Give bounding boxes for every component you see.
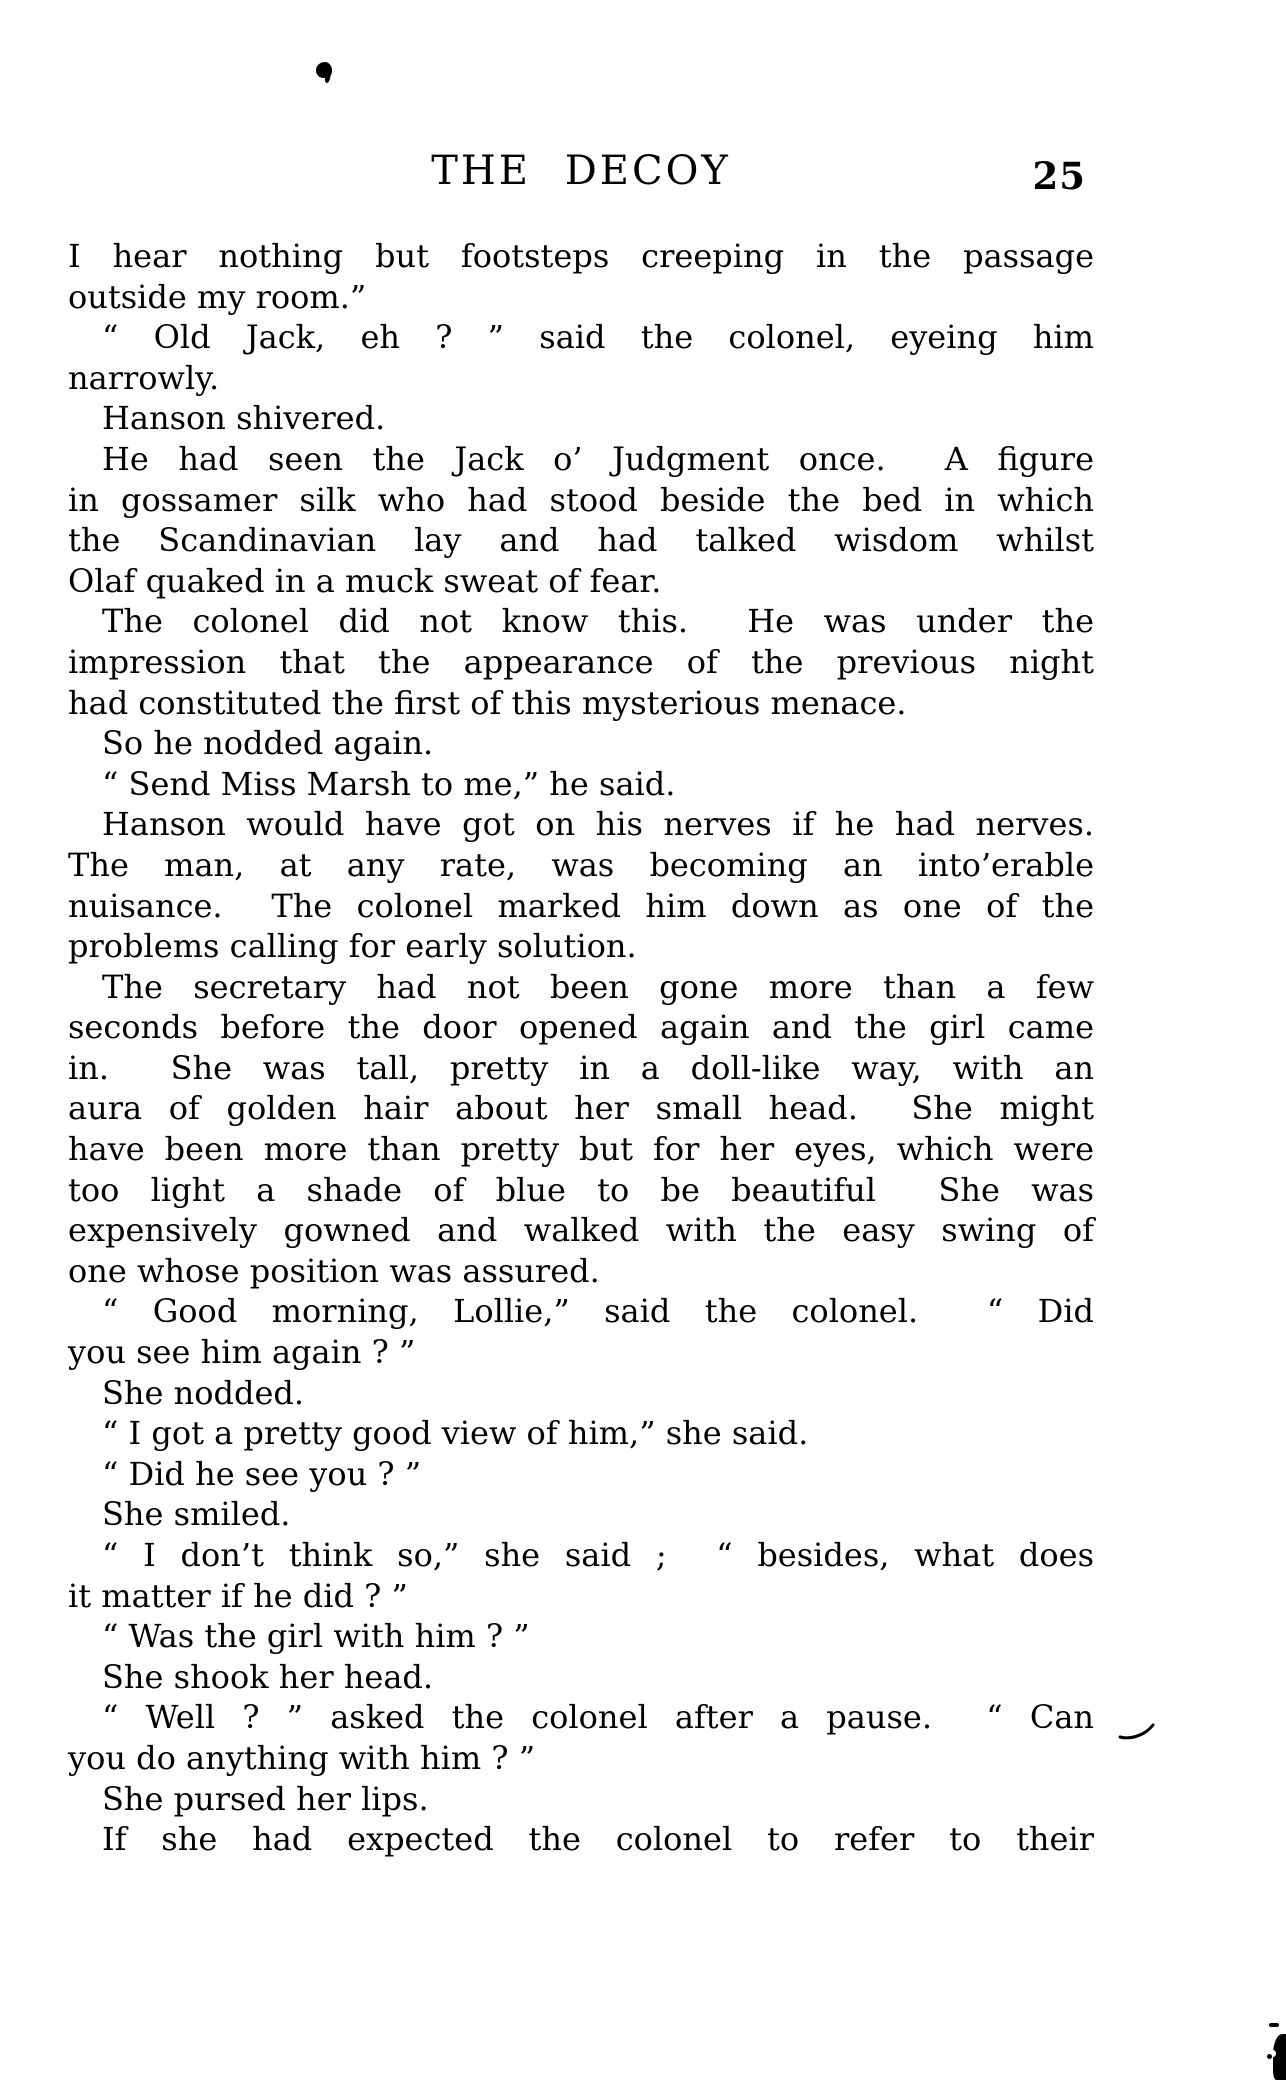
text-line: Hanson shivered. (102, 399, 386, 438)
text-line: He had seen the Jack o’ Judgment once. A figure (102, 439, 1094, 478)
text-line: She smiled. (102, 1495, 291, 1534)
text-line: outside my room.” (68, 277, 367, 316)
text-line: one whose position was assured. (68, 1251, 600, 1290)
text-line: it matter if he did ? ” (68, 1576, 408, 1615)
text-line: in gossamer silk who had stood beside the bed in which (68, 480, 1094, 519)
text-line: you do anything with him ? ” (68, 1738, 536, 1777)
text-line: impression that the appearance of the previous night (68, 642, 1094, 681)
text-line: aura of golden hair about her small head. She might (68, 1089, 1094, 1128)
page-number: 25 (1032, 154, 1086, 198)
text-line: “ Good morning, Lollie,” said the colonel. “ Did (102, 1292, 1094, 1331)
pen-stroke-mark (1116, 1722, 1158, 1744)
text-line: “ Old Jack, eh ? ” said the colonel, eyeing him (102, 318, 1094, 357)
text-line: “ Well ? ” asked the colonel after a pause. “ Can (102, 1698, 1094, 1737)
text-line: The colonel did not know this. He was under the (102, 602, 1094, 641)
body-text (68, 236, 1094, 1860)
text-line: seconds before the door opened again and the girl came (68, 1008, 1094, 1047)
text-line: The man, at any rate, was becoming an into’erable (68, 845, 1094, 884)
text-line: She pursed her lips. (102, 1779, 429, 1818)
page-header (68, 148, 1094, 198)
text-line: “ Was the girl with him ? ” (102, 1617, 530, 1656)
text-line: I hear nothing but footsteps creeping in the passage (68, 237, 1094, 275)
text-line: narrowly. (68, 358, 220, 397)
text-line: nuisance. The colonel marked him down as one of the (68, 886, 1094, 925)
running-title: THE DECOY (431, 148, 731, 194)
ink-blot-mark (316, 62, 332, 78)
text-line: She shook her head. (102, 1657, 434, 1696)
corner-dot-mark (1267, 2054, 1272, 2059)
text-column (68, 148, 1094, 1860)
text-line: She nodded. (102, 1373, 305, 1412)
text-line: too light a shade of blue to be beautiful She was (68, 1170, 1094, 1209)
text-line: “ I got a pretty good view of him,” she said. (102, 1414, 809, 1453)
text-line: “ I don’t think so,” she said ; “ besides, what does (102, 1536, 1094, 1574)
text-line: in. She was tall, pretty in a doll-like way, with an (68, 1048, 1094, 1087)
text-line: you see him again ? ” (68, 1333, 416, 1372)
text-line: had constituted the first of this mysterious menace. (68, 683, 907, 722)
text-line: Olaf quaked in a muck sweat of fear. (68, 561, 662, 600)
text-line: expensively gowned and walked with the easy swing of (68, 1211, 1094, 1250)
text-line: “ Did he see you ? ” (102, 1454, 422, 1493)
corner-dash-mark (1269, 2023, 1279, 2027)
text-line: “ Send Miss Marsh to me,” he said. (102, 764, 676, 803)
text-line: If she had expected the colonel to refer to their (102, 1820, 1094, 1859)
text-line: problems calling for early solution. (68, 927, 637, 966)
text-line: Hanson would have got on his nerves if he had nerves. (102, 805, 1094, 844)
text-line: have been more than pretty but for her eyes, which were (68, 1130, 1094, 1169)
text-line: the Scandinavian lay and had talked wisdom whilst (68, 521, 1094, 560)
text-line: The secretary had not been gone more than a few (102, 967, 1094, 1006)
page-edge-fragment (1273, 2034, 1286, 2080)
text-line: So he nodded again. (102, 724, 434, 763)
